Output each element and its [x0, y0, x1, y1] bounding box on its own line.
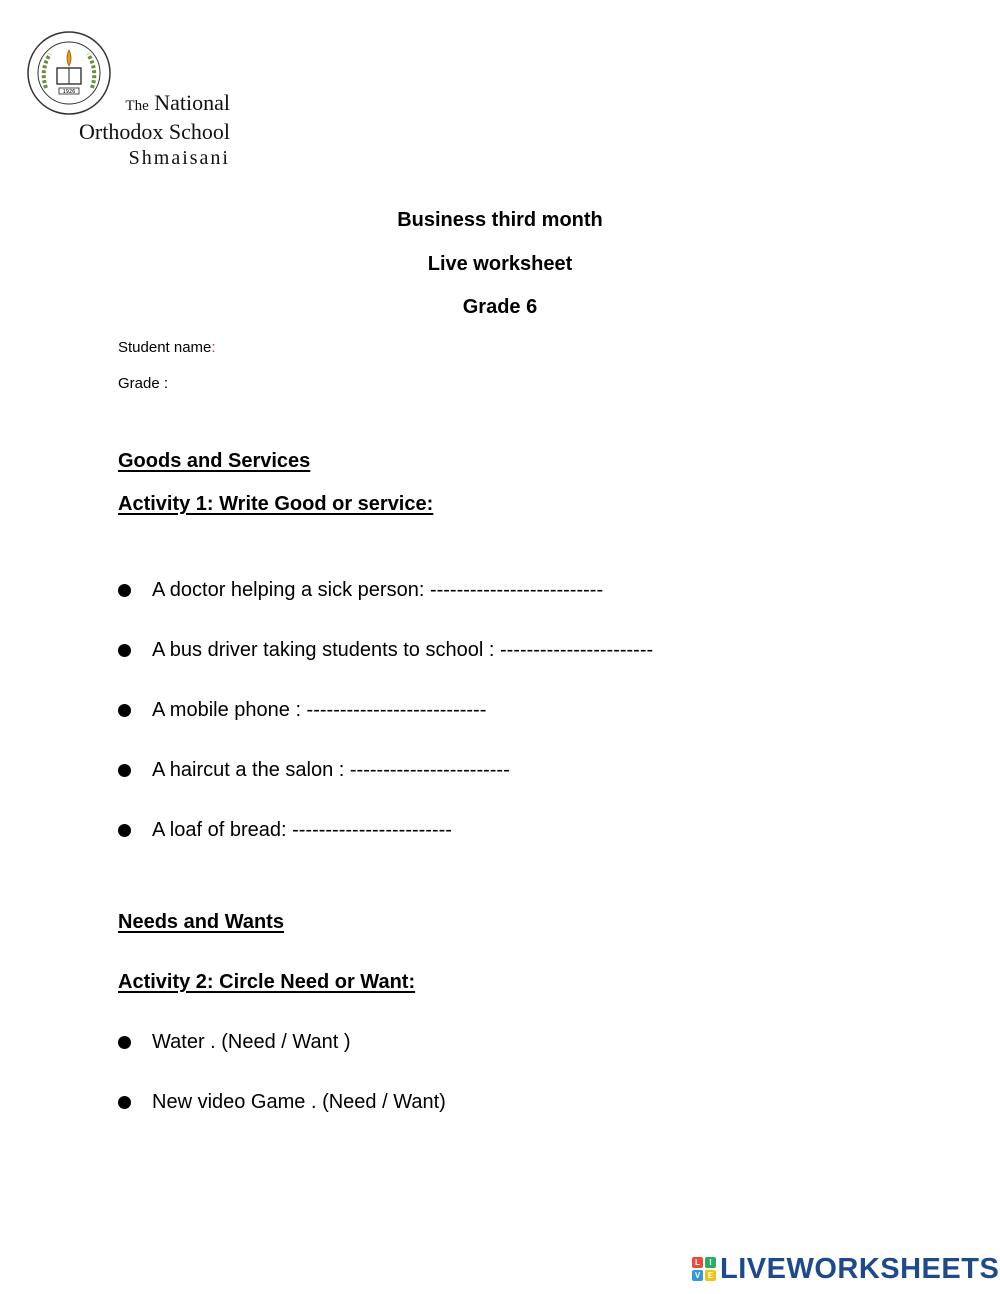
student-name-text: Student name: [118, 339, 212, 356]
list-item: [118, 579, 603, 602]
list-item: [118, 819, 452, 842]
liveworksheets-wordmark: LIVEWORKSHEETS: [720, 1252, 1000, 1285]
bullet-icon: [118, 764, 131, 777]
item-text: A doctor helping a sick person: --------------------------: [152, 579, 604, 601]
section-needs-wants-heading: Needs and Wants: [118, 911, 284, 933]
item-text: A mobile phone : ---------------------------: [152, 699, 487, 721]
activity-1-heading: Activity 1: Write Good or service:: [118, 493, 434, 515]
activity-2-heading: Activity 2: Circle Need or Want:: [118, 971, 416, 993]
item-text: New video Game . (Need / Want): [152, 1091, 446, 1113]
svg-text:1926: 1926: [62, 89, 76, 95]
bullet-icon: [118, 824, 131, 837]
school-name-line2: Orthodox School: [79, 119, 230, 144]
bullet-icon: [118, 584, 131, 597]
item-text: A loaf of bread: ------------------------: [152, 819, 452, 841]
student-name-label: [118, 339, 216, 356]
worksheet-grade: Grade 6: [462, 296, 538, 318]
lw-icon-e: E: [705, 1270, 716, 1281]
list-item: [118, 639, 653, 662]
lw-icon-l: L: [692, 1257, 703, 1268]
bullet-icon: [118, 644, 131, 657]
item-text: A bus driver taking students to school : -----------------------: [152, 639, 654, 661]
item-text: A haircut a the salon : ------------------------: [152, 759, 510, 781]
school-name-line3: Shmaisani: [128, 147, 230, 169]
list-item: [118, 1091, 446, 1114]
school-name: [60, 90, 230, 171]
section-goods-services-heading: Goods and Services: [118, 450, 311, 472]
bullet-icon: [118, 1036, 131, 1049]
lw-icon-v: V: [692, 1270, 703, 1281]
list-item: [118, 1031, 351, 1054]
worksheet-subtitle: Live worksheet: [427, 253, 573, 275]
worksheet-title: Business third month: [397, 209, 603, 231]
liveworksheets-icon: [692, 1257, 716, 1281]
school-name-the: The: [125, 98, 149, 114]
student-name-colon: :: [211, 339, 216, 356]
item-text: Water . (Need / Want ): [152, 1031, 351, 1053]
lw-icon-i: I: [705, 1257, 716, 1268]
list-item: [118, 699, 486, 722]
liveworksheets-logo: [692, 1253, 999, 1285]
list-item: [118, 759, 510, 782]
bullet-icon: [118, 1096, 131, 1109]
school-name-national: National: [154, 90, 230, 115]
grade-label: Grade :: [118, 375, 169, 392]
bullet-icon: [118, 704, 131, 717]
